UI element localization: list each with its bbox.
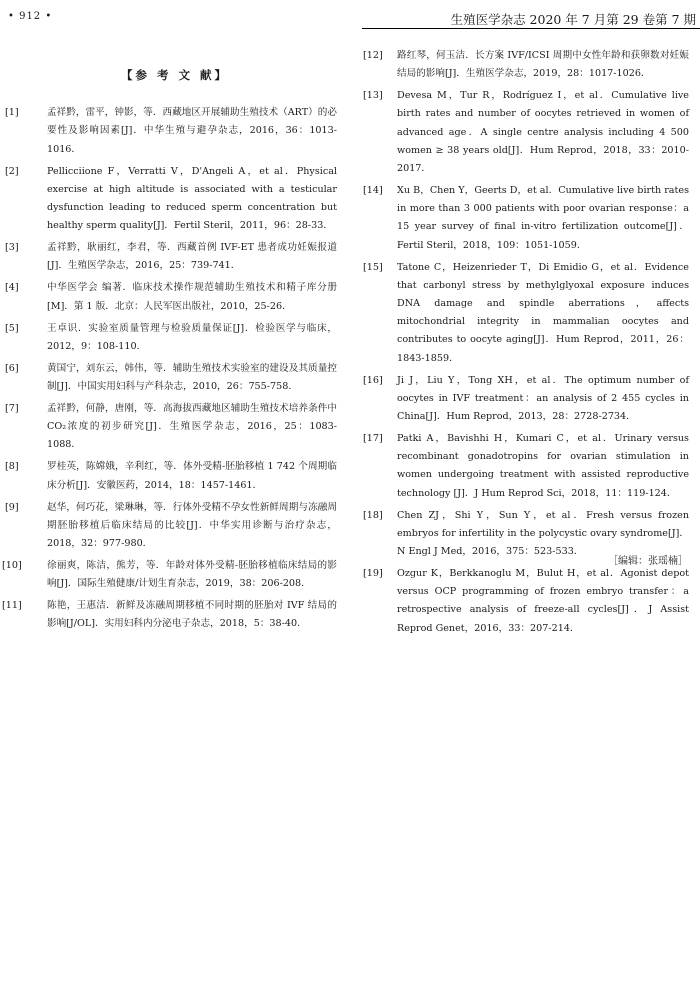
reference-number: [2] <box>5 165 19 177</box>
reference-text: 陈艳，王惠洁．新鲜及冻融周期移植不同时期的胚胎对 IVF 结局的影响[J/OL]．实用妇科内分泌电子杂志，2018，5：38-40． <box>47 600 337 630</box>
reference-text: 罗桂英，陈嫦娥，辛利红，等．体外受精-胚胎移植 1 742 个周期临床分析[J]．安徽医药，2014，18：1457-1461． <box>47 461 337 491</box>
header-rule <box>362 28 700 29</box>
page-header <box>0 0 700 30</box>
reference-text: 孟祥黔，耿丽红，李君，等．西藏首例 IVF-ET 患者成功妊娠报道[J]．生殖医学杂志，2016，25：739-741． <box>47 242 337 272</box>
reference-item <box>2 557 337 593</box>
reference-text: Chen ZJ，Shi Y，Sun Y，et al．Fresh versus frozen embryos for infertility in the polycystic ovary syndrome[J]．N Engl J Med，2016，375：523-533． <box>397 509 689 558</box>
reference-number: [14] <box>363 185 383 197</box>
reference-text: 路红琴，何玉洁．长方案 IVF/ICSI 周期中女性年龄和获卵数对妊娠结局的影响[J]．生殖医学杂志，2019，28：1017-1026． <box>397 50 689 80</box>
reference-text: Pellicciione F，Verratti V，D'Angeli A，et al．Physical exercise at high altitude is associated with a testicular dysfunction leading to reduced sperm concentration but healthy sperm quality[J]．Fertil Steril，2011，96：28-33． <box>47 165 337 232</box>
reference-text: 孟祥黔，雷平，钟影，等．西藏地区开展辅助生殖技术（ART）的必要性及影响因素[J]．中华生殖与避孕杂志，2016，36：1013-1016． <box>47 107 337 155</box>
reference-text: 黄国宁，刘东云，韩伟，等．辅助生殖技术实验室的建设及其质量控制[J]．中国实用妇科与产科杂志，2010，26：755-758． <box>47 362 337 393</box>
reference-text: Ji J，Liu Y，Tong XH，et al．The optimum number of oocytes in IVF treatment：an analysis of 2 455 cycles in China[J]．Hum Reprod，2013，28：2728-2734． <box>397 374 689 423</box>
journal-running-head: 生殖医学杂志 2020 年 7 月第 29 卷第 7 期 <box>450 12 696 27</box>
reference-text: Patki A，Bavishhi H，Kumari C，et al．Urinary versus recombinant gonadotropins for ovarian stimulation in women undergoing treatment with assisted reproductive technology [J]．J Hum Reprod Sci，2018，11：119-124． <box>397 433 689 499</box>
reference-number: [8] <box>5 461 19 473</box>
reference-text: 孟祥黔，何静，唐刚，等．高海拔西藏地区辅助生殖技术培养条件中 CO₂浓度的初步研究[J]．生殖医学杂志，2016，25：1083-1088． <box>47 403 337 451</box>
reference-item <box>5 320 337 356</box>
reference-number: [15] <box>363 261 383 273</box>
reference-number: [4] <box>5 282 19 294</box>
reference-item <box>5 499 337 554</box>
reference-item <box>5 239 337 275</box>
references-heading: 【参 考 文 献】 <box>120 68 229 82</box>
reference-item <box>363 47 689 83</box>
reference-item <box>5 163 337 236</box>
reference-number: [10] <box>2 560 22 572</box>
reference-item <box>2 597 337 633</box>
reference-number: [9] <box>5 501 19 513</box>
reference-number: [3] <box>5 242 19 254</box>
reference-text: 中华医学会 编著．临床技术操作规范辅助生殖技术和精子库分册[M]．第 1 版．北京：人民军医出版社，2010，25-26． <box>47 282 337 312</box>
reference-text: Devesa M，Tur R，Rodríguez I，et al．Cumulative live birth rates and number of oocytes retrieved in women of advanced age．A single centre analysis including 4 500 women ≥ 38 years old[J]．Hum Reprod，2018，33：2010-2017． <box>397 90 689 175</box>
editor-note: ［编辑：张瑶楠］ <box>608 556 688 567</box>
reference-number: [1] <box>5 107 19 119</box>
page-number: • 912 • <box>8 11 53 22</box>
reference-item <box>363 372 689 427</box>
reference-text: Ozgur K，Berkkanoglu M，Bulut H，et al．Agonist depot versus OCP programming of frozen embryo transfer：a retrospective analysis of freeze-all cycles[J]．J Assist Reprod Genet，2016，33：207-214． <box>397 568 689 634</box>
reference-number: [6] <box>5 362 19 374</box>
reference-number: [17] <box>363 433 383 445</box>
reference-item <box>363 565 689 638</box>
reference-number: [16] <box>363 374 383 386</box>
reference-item <box>5 360 337 396</box>
reference-text: 赵华，何巧花，梁琳琳，等．行体外受精不孕女性新鲜周期与冻融周期胚胎移植后临床结局的比较[J]．中华实用诊断与治疗杂志，2018，32：977-980． <box>47 501 337 550</box>
reference-number: [12] <box>363 50 383 61</box>
reference-number: [5] <box>5 322 19 334</box>
reference-number: [13] <box>363 90 383 102</box>
reference-item <box>5 279 337 315</box>
reference-item <box>5 458 337 494</box>
reference-item <box>363 430 689 503</box>
reference-text: Tatone C，Heizenrieder T，Di Emidio G，et al．Evidence that carbonyl stress by methylglyoxal exposure induces DNA damage and spindle aberrations，affects mitochondrial integrity in mammalian oocytes and contributes to oocyte aging[J]．Hum Reprod，2011，26：1843-1859． <box>397 261 689 364</box>
reference-item <box>363 259 689 368</box>
reference-item <box>363 87 689 178</box>
reference-text: 王卓识．实验室质量管理与检验质量保证[J]．检验医学与临床，2012，9：108-110． <box>47 322 337 352</box>
reference-text: 徐丽爽，陈洁，熊芳，等．年龄对体外受精-胚胎移植临床结局的影响[J]．国际生殖健康/计划生育杂志，2019，38：206-208． <box>47 560 337 590</box>
reference-number: [19] <box>363 568 383 580</box>
reference-item <box>5 104 337 159</box>
reference-text: Xu B，Chen Y，Geerts D，et al．Cumulative live birth rates in more than 3 000 patients with poor ovarian response：a 15 year survey of final in-vitro fertilization outcome[J]．Fertil Steril，2018，109：1051-1059． <box>397 185 689 251</box>
reference-number: [18] <box>363 509 383 521</box>
reference-number: [7] <box>5 403 19 415</box>
left-column <box>2 66 337 637</box>
reference-number: [11] <box>2 600 22 612</box>
reference-item <box>363 182 689 255</box>
reference-item <box>5 400 337 455</box>
